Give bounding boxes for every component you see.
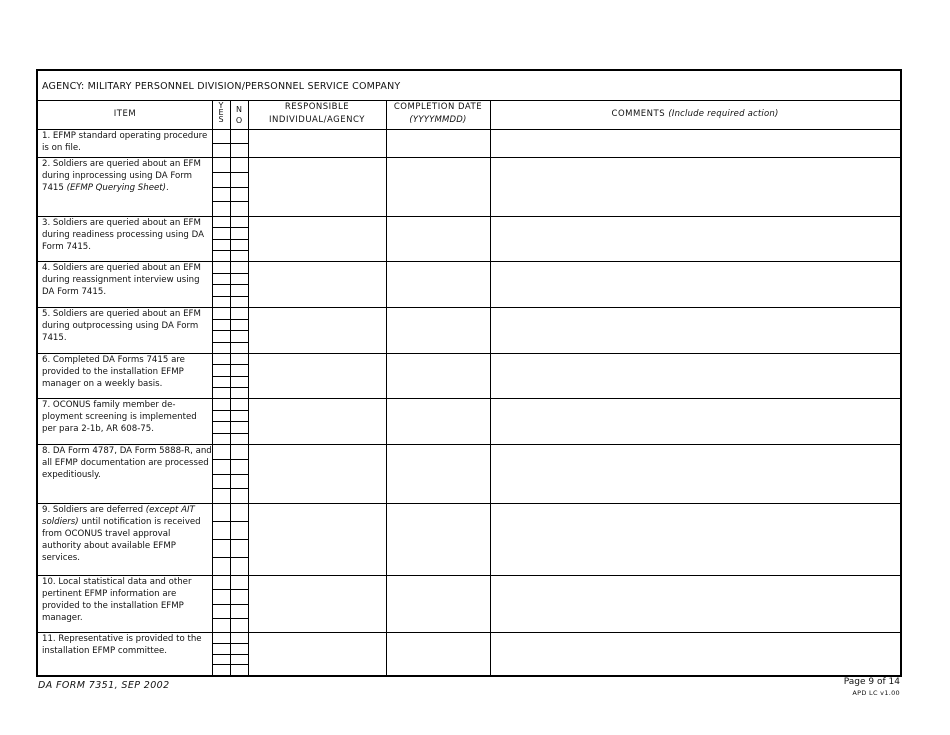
completion-date-column-header: COMPLETION DATE (YYYYMMDD) (393, 102, 483, 125)
checklist-item-text: 2. Soldiers are queried about an EFM during inprocessing using DA Form 7415 (EFMP Querying Sheet). (42, 159, 201, 193)
checklist-item-text: 3. Soldiers are queried about an EFM during readiness processing using DA Form 7415. (42, 218, 204, 252)
yes-no-checkbox-line[interactable] (212, 433, 248, 434)
responsible-column-header: RESPONSIBLE INDIVIDUAL/AGENCY (269, 102, 365, 125)
yes-no-checkbox-line[interactable] (212, 143, 248, 144)
column-divider (490, 100, 491, 675)
yes-no-checkbox-line[interactable] (212, 539, 248, 540)
yes-column-header: Y E S (218, 101, 224, 125)
yes-no-checkbox-line[interactable] (212, 330, 248, 331)
yes-no-checkbox-line[interactable] (212, 488, 248, 489)
column-divider (386, 100, 387, 675)
yes-no-checkbox-line[interactable] (212, 421, 248, 422)
yes-no-checkbox-line[interactable] (212, 172, 248, 173)
yes-no-checkbox-line[interactable] (212, 664, 248, 665)
checklist-item-text: 6. Completed DA Forms 7415 are provided to the installation EFMP manager on a weekly basis. (42, 355, 185, 389)
page-number: Page 9 of 14 (843, 677, 900, 687)
yes-no-checkbox-line[interactable] (212, 273, 248, 274)
no-column-header: N O (235, 105, 243, 125)
checklist-item-text: 8. DA Form 4787, DA Form 5888-R, and all EFMP documentation are processed expeditiously. (42, 446, 212, 480)
checklist-item-text: 1. EFMP standard operating procedure is on file. (42, 131, 208, 153)
yes-no-checkbox-line[interactable] (212, 387, 248, 388)
yes-no-checkbox-line[interactable] (212, 319, 248, 320)
yes-no-checkbox-line[interactable] (212, 589, 248, 590)
comments-column-header: COMMENTS (Include required action) (611, 109, 779, 119)
yes-no-checkbox-line[interactable] (212, 284, 248, 285)
checklist-item-text: 7. OCONUS family member de-ployment screening is implemented per para 2-1b, AR 608-75. (42, 400, 197, 434)
yes-no-checkbox-line[interactable] (212, 459, 248, 460)
checklist-form (36, 69, 902, 677)
form-id: DA FORM 7351, SEP 2002 (38, 680, 170, 691)
yes-no-checkbox-line[interactable] (212, 474, 248, 475)
yes-no-checkbox-line[interactable] (212, 342, 248, 343)
yes-no-checkbox-line[interactable] (212, 201, 248, 202)
column-divider (248, 100, 249, 675)
yes-no-checkbox-line[interactable] (212, 557, 248, 558)
yes-no-checkbox-line[interactable] (212, 239, 248, 240)
item-column-header: ITEM (113, 109, 137, 119)
agency-line: AGENCY: MILITARY PERSONNEL DIVISION/PERSONNEL SERVICE COMPANY (42, 81, 401, 92)
checklist-item-text: 5. Soldiers are queried about an EFM during outprocessing using DA Form 7415. (42, 309, 201, 343)
checklist-item-text: 10. Local statistical data and other pertinent EFMP information are provided to the installation EFMP manager. (42, 577, 192, 623)
yes-no-checkbox-line[interactable] (212, 643, 248, 644)
form-version: APD LC v1.00 (852, 689, 900, 697)
yes-no-checkbox-line[interactable] (212, 618, 248, 619)
checklist-item-text: 9. Soldiers are deferred (except AIT soldiers) until notification is received from OCONUS travel approval authority about available EFMP services. (42, 505, 201, 563)
yes-no-checkbox-line[interactable] (212, 227, 248, 228)
yes-no-checkbox-line[interactable] (212, 296, 248, 297)
yes-no-checkbox-line[interactable] (212, 376, 248, 377)
checklist-item-text: 11. Representative is provided to the installation EFMP committee. (42, 634, 202, 656)
yes-no-checkbox-line[interactable] (212, 521, 248, 522)
yes-no-checkbox-line[interactable] (212, 654, 248, 655)
yes-no-checkbox-line[interactable] (212, 410, 248, 411)
yes-no-checkbox-line[interactable] (212, 250, 248, 251)
yes-no-checkbox-line[interactable] (212, 604, 248, 605)
yes-no-checkbox-line[interactable] (212, 187, 248, 188)
yes-no-checkbox-line[interactable] (212, 364, 248, 365)
checklist-item-text: 4. Soldiers are queried about an EFM during reassignment interview using DA Form 7415. (42, 263, 201, 297)
